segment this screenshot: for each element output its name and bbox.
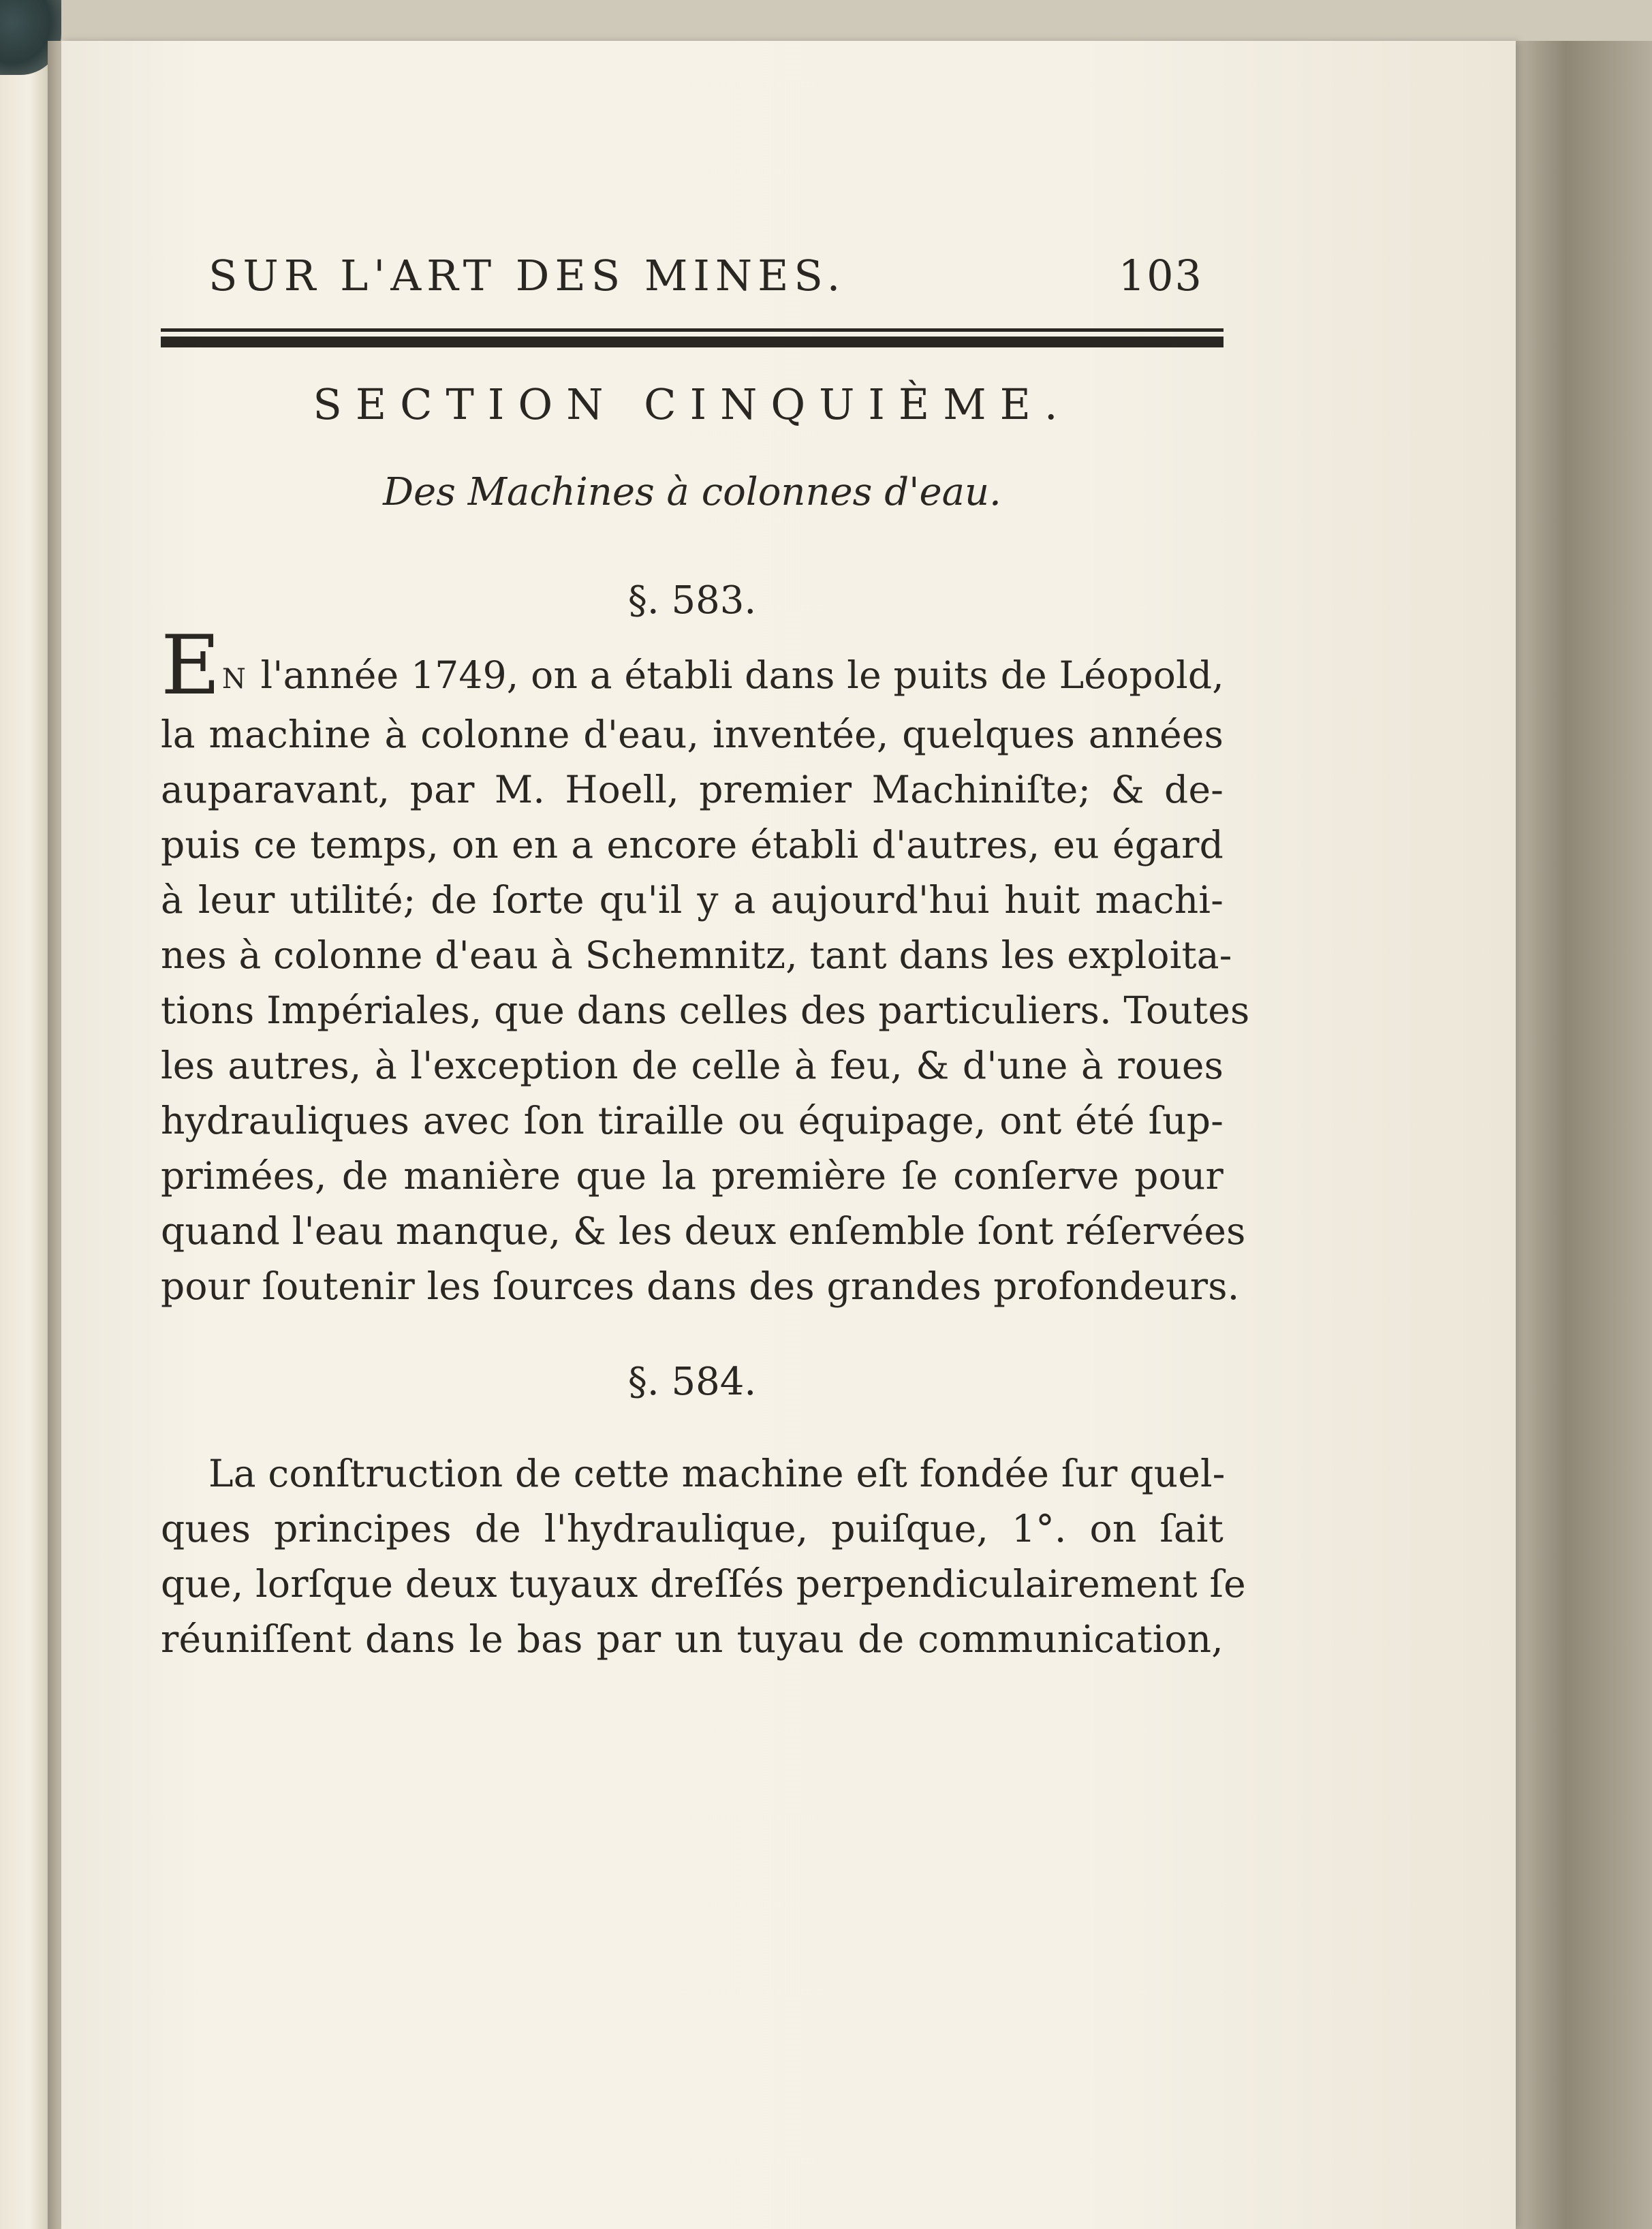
paragraph-line: La conſtruction de cette machine eſt fondée ſur quel- [208,1452,1226,1495]
line-text: l'année 1749, on a établi dans le puits de Léopold, [260,653,1224,697]
paragraph-line: ques principes de l'hydraulique, puiſque, 1°. on ſait [161,1507,1224,1550]
paragraph-583 [161,619,1250,1314]
paragraph-line: auparavant, par M. Hoell, premier Machiniſte; & de- [161,768,1224,811]
running-head [161,238,1224,313]
small-cap: N [221,664,249,695]
paragraph-line: à leur utilité; de ſorte qu'il y a aujourd'hui huit machi- [161,878,1224,922]
header-rule-thick [161,337,1224,347]
page-stack-edge [1509,41,1652,2229]
page-number: 103 [1118,251,1203,300]
paragraph-line: puis ce temps, on en a encore établi d'autres, eu égard [161,823,1224,867]
paragraph-line: tions Impériales, que dans celles des particuliers. Toutes [161,988,1250,1032]
paragraph-line: pour ſoutenir les ſources dans des grandes profondeurs. [161,1264,1240,1308]
paragraph-mark: §. 584. [627,1360,757,1404]
header-rule-thin [161,328,1224,332]
paragraph-mark: §. 583. [627,578,757,623]
paragraph-line: que, lorſque deux tuyaux dreſſés perpendiculairement ſe [161,1562,1246,1606]
paragraph-line: primées, de manière que la première ſe conſerve pour [161,1154,1224,1198]
running-title: SUR L'ART DES MINES. [208,251,846,300]
book-page [61,41,1516,2229]
text-block [161,238,1250,1667]
paragraph-line [161,619,1224,713]
section-subtitle: Des Machines à colonnes d'eau. [383,470,1001,514]
paragraph-584 [161,1446,1246,1667]
paragraph-line: réuniſſent dans le bas par un tuyau de communication, [161,1617,1224,1661]
section-title: SECTION CINQUIÈME. [313,379,1072,429]
paragraph-line: quand l'eau manque, & les deux enſemble ſont réſervées [161,1209,1246,1253]
paragraph-line: les autres, à l'exception de celle à feu, & d'une à roues [161,1044,1224,1087]
facing-page-edge [0,41,53,2229]
paragraph-line: la machine à colonne d'eau, inventée, quelques années [161,713,1224,756]
paragraph-line: hydrauliques avec ſon tiraille ou équipage, ont été ſup- [161,1099,1224,1142]
paragraph-line: nes à colonne d'eau à Schemnitz, tant dans les exploita- [161,933,1232,977]
drop-cap: E [161,619,221,713]
header-rule [161,313,1224,357]
